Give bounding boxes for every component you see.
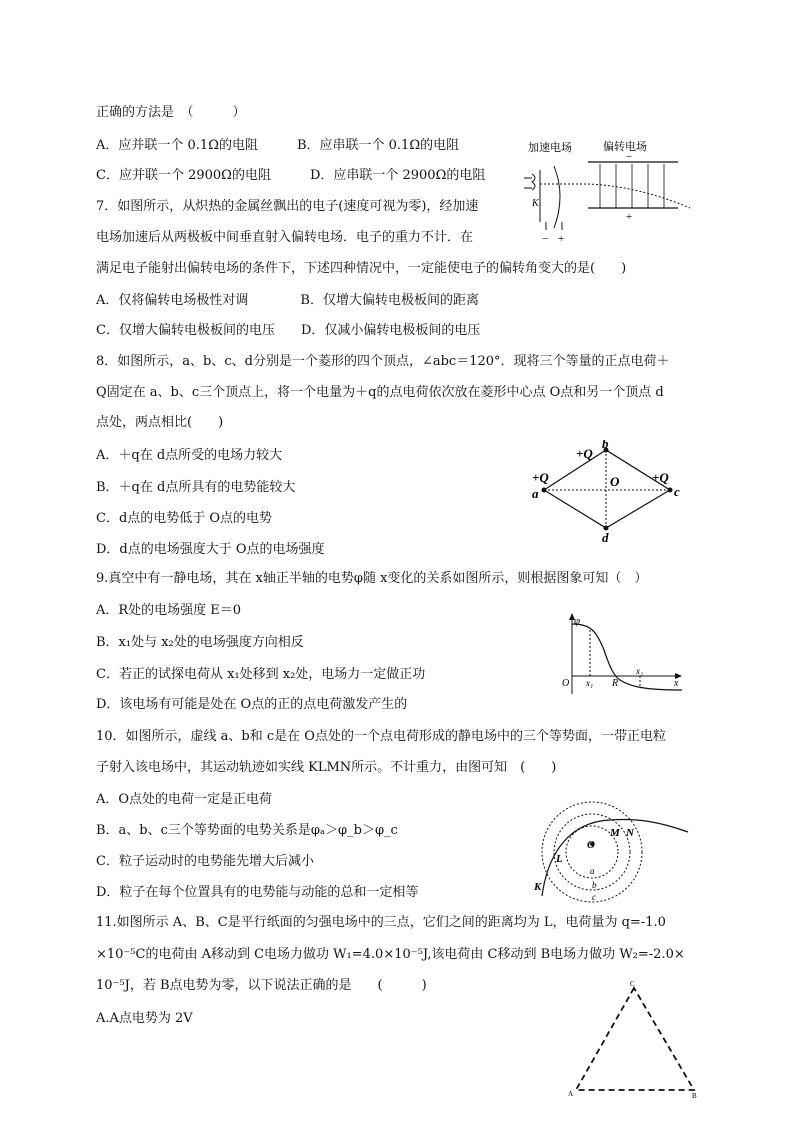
- label-a: a: [590, 866, 595, 876]
- top-plate-minus: −: [626, 151, 633, 163]
- question-7-stem: 7．如图所示，从炽热的金属丝飘出的电子(速度可视为零)，经加速: [96, 199, 479, 214]
- q8-option-b: B．＋q在 d点所具有的电势能较大: [96, 480, 296, 495]
- accel-field-label: 加速电场: [528, 142, 572, 154]
- text-line-3: C．应并联一个 2900Ω的电阻 D．应串联一个 2900Ω的电阻: [96, 168, 486, 183]
- anode-plate: [554, 166, 560, 228]
- question-10-stem: 10．如图所示，虚线 a、b和 c是在 O点处的一个点电荷形成的静电场中的三个等势面，一带正电粒: [96, 729, 666, 744]
- q9-option-b: B．x₁处与 x₂处的电场强度方向相反: [96, 635, 304, 650]
- electron-trajectory: [540, 184, 690, 208]
- label-d: d: [602, 530, 609, 544]
- label-c: c: [674, 484, 680, 499]
- question-11-stem: 11.如图所示 A、B、C是平行纸面的匀强电场中的三点，它们之间的距离均为 L，电荷量为 q=-1.0: [96, 915, 666, 930]
- minus-label: −: [542, 233, 549, 245]
- label-o: O: [587, 839, 595, 851]
- rhombus: [544, 450, 670, 528]
- q10-option-d: D．粒子在每个位置具有的电势能与动能的总和一定相等: [96, 885, 419, 900]
- q9-option-c: C．若正的试探电荷从 x₁处移到 x₂处，电场力一定做正功: [96, 667, 426, 682]
- x2-label: x₂: [636, 666, 644, 676]
- q7-option-ab: A．仅将偏转电场极性对调 B．仅增大偏转电极板间的距离: [96, 293, 479, 308]
- charge-c: [668, 488, 673, 493]
- label-b: b: [592, 880, 597, 890]
- label-l: L: [556, 853, 563, 865]
- text-line-1: 正确的方法是 （ ）: [96, 105, 246, 120]
- question-8-stem: 8．如图所示，a、b、c、d分别是一个菱形的四个顶点，∠abc＝120°．现将三个等量的正点电荷＋: [96, 354, 670, 369]
- label-c: c: [592, 892, 596, 902]
- label-o: O: [610, 474, 620, 489]
- q10-option-c: C．粒子运动时的电势能先增大后减小: [96, 854, 314, 869]
- question-9-stem: 9.真空中有一静电场，其在 x轴正半轴的电势φ随 x变化的关系如图所示，则根据图象可知（ ）: [96, 571, 648, 586]
- label-k: K: [534, 881, 542, 893]
- label-b: b: [602, 440, 609, 451]
- q10-option-a: A．O点处的电荷一定是正电荷: [96, 792, 273, 807]
- figure-rhombus-charges: [528, 440, 694, 544]
- phi-label: φ: [574, 615, 581, 627]
- charge-a: [542, 488, 547, 493]
- figure-equipotentials: [530, 792, 700, 912]
- cathode-label-k: K: [532, 198, 539, 209]
- text-line-29: 10⁻⁵J，若 B点电势为零，以下说法正确的是 ( ): [96, 978, 427, 993]
- x1-label: x₁: [586, 678, 594, 688]
- label-c-charge: +Q: [652, 470, 669, 485]
- label-c: C: [630, 980, 635, 988]
- filament-coil: [532, 174, 535, 190]
- q10-option-b: B．a、b、c三个等势面的电势关系是φₐ＞φ_b＞φ_c: [96, 823, 398, 838]
- label-a-charge: +Q: [532, 470, 549, 485]
- text-line-6: 满足电子能射出偏转电场的条件下，下述四种情况中，一定能使电子的偏转角变大的是( ): [96, 261, 627, 276]
- q7-option-cd: C．仅增大偏转电极板间的电压 D．仅减小偏转电极板间的电压: [96, 323, 481, 338]
- x-label: x: [674, 678, 679, 689]
- text-line-11: 点处，两点相比( ): [96, 415, 224, 430]
- q8-option-c: C．d点的电势低于 O点的电势: [96, 511, 273, 526]
- q11-option-a: A.A点电势为 2V: [96, 1011, 193, 1026]
- figure-potential-graph: [560, 610, 690, 702]
- triangle: [576, 988, 694, 1090]
- text-line-22: 子射入该电场中，其运动轨迹如实线 KLMN所示。不计重力，由图可知 ( ): [96, 760, 557, 775]
- text-line-2: A．应并联一个 0.1Ω的电阻 B．应串联一个 0.1Ω的电阻: [96, 138, 460, 153]
- q9-option-d: D．该电场有可能是处在 O点的正的点电荷激发产生的: [96, 697, 408, 712]
- r-label: R: [612, 678, 619, 689]
- plus-label: +: [558, 233, 565, 245]
- bottom-plate-plus: +: [626, 211, 633, 223]
- text-line-10: Q固定在 a、b、c三个顶点上，将一个电量为＋q的点电荷依次放在菱形中心点 O点和另一个顶点 d: [96, 385, 664, 400]
- label-b: B: [692, 1092, 697, 1100]
- label-a: a: [532, 486, 539, 501]
- origin-label: O: [562, 678, 570, 689]
- text-line-5: 电场加速后从两极板中间垂直射入偏转电场．电子的重力不计．在: [96, 230, 474, 245]
- figure-triangle-abc: [566, 978, 700, 1100]
- q8-option-d: D．d点的电场强度大于 O点的电场强度: [96, 542, 325, 557]
- text-line-28: ×10⁻⁵C的电荷由 A移动到 C电场力做功 W₁=4.0×10⁻⁵J,该电荷由 C移动到 B电场力做功 W₂=-2.0×: [96, 947, 685, 962]
- label-a: A: [568, 1090, 574, 1098]
- q8-option-a: A．＋q在 d点所受的电场力较大: [96, 448, 283, 463]
- label-b-charge: +Q: [576, 446, 593, 461]
- equipotential-b: [554, 814, 630, 890]
- deflect-field-label: 偏转电场: [603, 141, 647, 153]
- label-n: N: [626, 827, 634, 839]
- label-m: M: [610, 827, 620, 839]
- q9-option-a: A．R处的电场强度 E＝0: [96, 603, 242, 618]
- figure-electron-deflection: [518, 136, 694, 246]
